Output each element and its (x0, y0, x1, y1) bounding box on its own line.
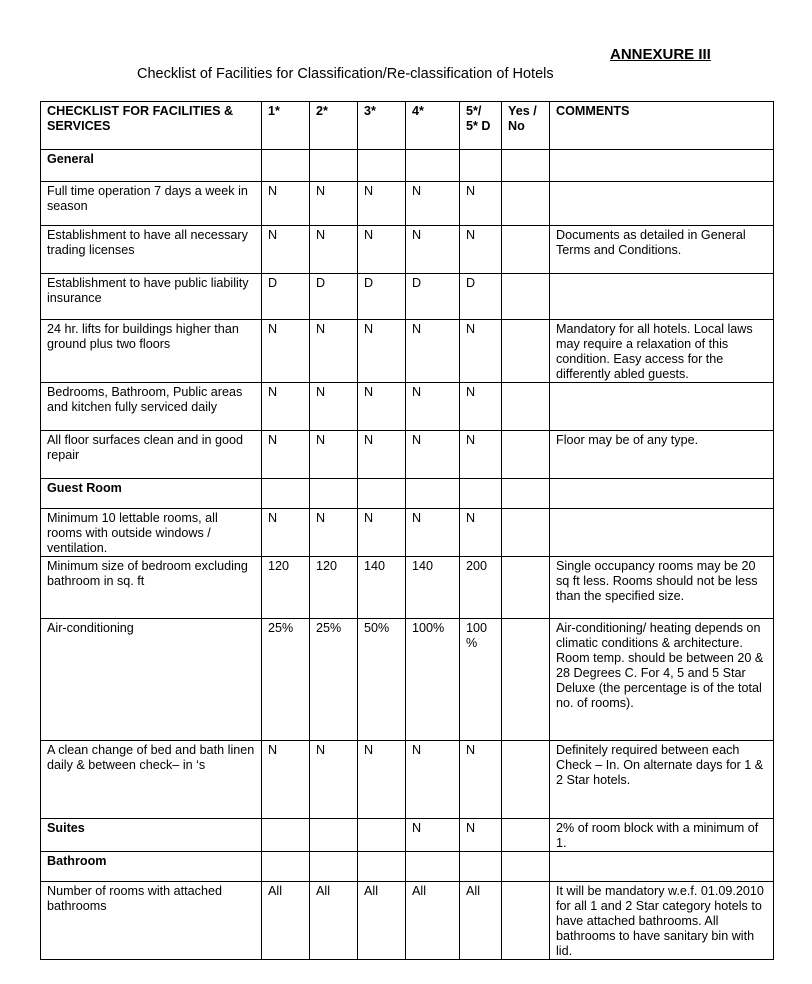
value-4-star: D (406, 274, 460, 320)
value-2-star: 25% (310, 619, 358, 741)
empty-cell (460, 852, 502, 882)
table-row (41, 557, 774, 619)
table-row (41, 383, 774, 431)
empty-cell (358, 852, 406, 882)
document-title: Checklist of Facilities for Classification/Re-classification of Hotels (137, 66, 554, 82)
value-2-star: N (310, 226, 358, 274)
facility-label: Number of rooms with attached bathrooms (41, 882, 262, 960)
value-1-star: N (262, 226, 310, 274)
facility-label: Full time operation 7 days a week in season (41, 182, 262, 226)
table-row (41, 226, 774, 274)
table-row (41, 619, 774, 741)
value-3-star: N (358, 383, 406, 431)
comment-cell: 2% of room block with a minimum of 1. (550, 819, 774, 852)
annexure-label: ANNEXURE III (610, 46, 711, 63)
value-1-star: All (262, 882, 310, 960)
value-2-star: N (310, 383, 358, 431)
value-3-star: 140 (358, 557, 406, 619)
value-3-star: N (358, 182, 406, 226)
value-4-star: N (406, 226, 460, 274)
column-header-comments: COMMENTS (550, 102, 774, 150)
empty-cell (550, 479, 774, 509)
comment-cell: Floor may be of any type. (550, 431, 774, 479)
value-2-star (310, 819, 358, 852)
value-4-star: 140 (406, 557, 460, 619)
empty-cell (406, 479, 460, 509)
value-5-star: N (460, 819, 502, 852)
comment-cell: Definitely required between each Check – In. On alternate days for 1 & 2 Star hotels. (550, 741, 774, 819)
table-row (41, 819, 774, 852)
yes-no-cell[interactable] (502, 619, 550, 741)
column-header-2-star: 2* (310, 102, 358, 150)
empty-cell (406, 852, 460, 882)
comment-cell: Air-conditioning/ heating depends on climatic conditions & architecture. Room temp. should be between 20 & 28 Degrees C. For 4, 5 and 5 Star Deluxe (the percentage is of the total no. of rooms). (550, 619, 774, 741)
value-4-star: N (406, 383, 460, 431)
value-5-star: N (460, 741, 502, 819)
value-2-star: N (310, 182, 358, 226)
value-4-star: N (406, 509, 460, 557)
value-2-star: N (310, 509, 358, 557)
empty-cell (262, 479, 310, 509)
table-row (41, 509, 774, 557)
column-header-5-star: 5*/ 5* D (460, 102, 502, 150)
yes-no-cell[interactable] (502, 557, 550, 619)
facility-label: Establishment to have all necessary trading licenses (41, 226, 262, 274)
value-5-star: N (460, 431, 502, 479)
yes-no-cell[interactable] (502, 741, 550, 819)
value-2-star: 120 (310, 557, 358, 619)
value-5-star: 200 (460, 557, 502, 619)
yes-no-cell[interactable] (502, 819, 550, 852)
value-2-star: N (310, 741, 358, 819)
column-header-4-star: 4* (406, 102, 460, 150)
value-3-star: All (358, 882, 406, 960)
value-3-star: N (358, 226, 406, 274)
facility-label: Establishment to have public liability insurance (41, 274, 262, 320)
facility-label: 24 hr. lifts for buildings higher than ground plus two floors (41, 320, 262, 383)
table-header-row (41, 102, 774, 150)
value-1-star: N (262, 741, 310, 819)
facilities-checklist-table (40, 101, 774, 960)
value-4-star: N (406, 741, 460, 819)
empty-cell (502, 852, 550, 882)
value-3-star (358, 819, 406, 852)
comment-cell (550, 274, 774, 320)
empty-cell (262, 150, 310, 182)
value-5-star: N (460, 182, 502, 226)
value-1-star: N (262, 182, 310, 226)
value-3-star: N (358, 320, 406, 383)
value-5-star: N (460, 320, 502, 383)
value-1-star: 120 (262, 557, 310, 619)
value-3-star: N (358, 509, 406, 557)
value-5-star: N (460, 226, 502, 274)
facility-label: Bedrooms, Bathroom, Public areas and kitchen fully serviced daily (41, 383, 262, 431)
empty-cell (460, 479, 502, 509)
value-1-star: N (262, 431, 310, 479)
value-4-star: All (406, 882, 460, 960)
yes-no-cell[interactable] (502, 320, 550, 383)
empty-cell (358, 479, 406, 509)
value-3-star: N (358, 741, 406, 819)
empty-cell (502, 479, 550, 509)
value-1-star (262, 819, 310, 852)
column-header-1-star: 1* (262, 102, 310, 150)
empty-cell (502, 150, 550, 182)
value-1-star: N (262, 320, 310, 383)
value-2-star: N (310, 431, 358, 479)
section-heading: Bathroom (41, 852, 262, 882)
comment-cell (550, 383, 774, 431)
value-3-star: 50% (358, 619, 406, 741)
empty-cell (310, 150, 358, 182)
value-3-star: N (358, 431, 406, 479)
value-5-star: D (460, 274, 502, 320)
section-heading: General (41, 150, 262, 182)
table-row (41, 182, 774, 226)
facility-label: Suites (41, 819, 262, 852)
value-5-star: N (460, 509, 502, 557)
empty-cell (550, 150, 774, 182)
value-2-star: All (310, 882, 358, 960)
column-header-3-star: 3* (358, 102, 406, 150)
table-row (41, 274, 774, 320)
comment-cell: Single occupancy rooms may be 20 sq ft less. Rooms should not be less than the specified size. (550, 557, 774, 619)
value-2-star: D (310, 274, 358, 320)
yes-no-cell[interactable] (502, 509, 550, 557)
empty-cell (406, 150, 460, 182)
yes-no-cell[interactable] (502, 882, 550, 960)
comment-cell: Documents as detailed in General Terms and Conditions. (550, 226, 774, 274)
facility-label: All floor surfaces clean and in good repair (41, 431, 262, 479)
table-body (41, 150, 774, 960)
yes-no-cell[interactable] (502, 274, 550, 320)
table-row (41, 431, 774, 479)
value-5-star: 100 % (460, 619, 502, 741)
section-row (41, 852, 774, 882)
value-1-star: N (262, 509, 310, 557)
value-4-star: 100% (406, 619, 460, 741)
value-1-star: D (262, 274, 310, 320)
value-4-star: N (406, 431, 460, 479)
column-header-yes-no: Yes / No (502, 102, 550, 150)
facility-label: Minimum size of bedroom excluding bathroom in sq. ft (41, 557, 262, 619)
value-3-star: D (358, 274, 406, 320)
yes-no-cell[interactable] (502, 431, 550, 479)
comment-cell (550, 182, 774, 226)
value-1-star: 25% (262, 619, 310, 741)
value-4-star: N (406, 182, 460, 226)
section-heading: Guest Room (41, 479, 262, 509)
section-row (41, 150, 774, 182)
empty-cell (310, 852, 358, 882)
empty-cell (358, 150, 406, 182)
facility-label: A clean change of bed and bath linen daily & between check– in ‘s (41, 741, 262, 819)
yes-no-cell[interactable] (502, 383, 550, 431)
empty-cell (550, 852, 774, 882)
value-4-star: N (406, 819, 460, 852)
table-row (41, 741, 774, 819)
value-5-star: N (460, 383, 502, 431)
comment-cell: It will be mandatory w.e.f. 01.09.2010 for all 1 and 2 Star category hotels to have attached bathrooms. All bathrooms to have sanitary bin with lid. (550, 882, 774, 960)
facility-label: Minimum 10 lettable rooms, all rooms with outside windows / ventilation. (41, 509, 262, 557)
comment-cell: Mandatory for all hotels. Local laws may require a relaxation of this condition. Easy access for the differently abled guests. (550, 320, 774, 383)
comment-cell (550, 509, 774, 557)
value-5-star: All (460, 882, 502, 960)
facility-label: Air-conditioning (41, 619, 262, 741)
empty-cell (310, 479, 358, 509)
value-1-star: N (262, 383, 310, 431)
table-row (41, 882, 774, 960)
table-row (41, 320, 774, 383)
column-header-checklist: CHECKLIST FOR FACILITIES & SERVICES (41, 102, 262, 150)
yes-no-cell[interactable] (502, 226, 550, 274)
empty-cell (460, 150, 502, 182)
value-4-star: N (406, 320, 460, 383)
section-row (41, 479, 774, 509)
empty-cell (262, 852, 310, 882)
value-2-star: N (310, 320, 358, 383)
yes-no-cell[interactable] (502, 182, 550, 226)
